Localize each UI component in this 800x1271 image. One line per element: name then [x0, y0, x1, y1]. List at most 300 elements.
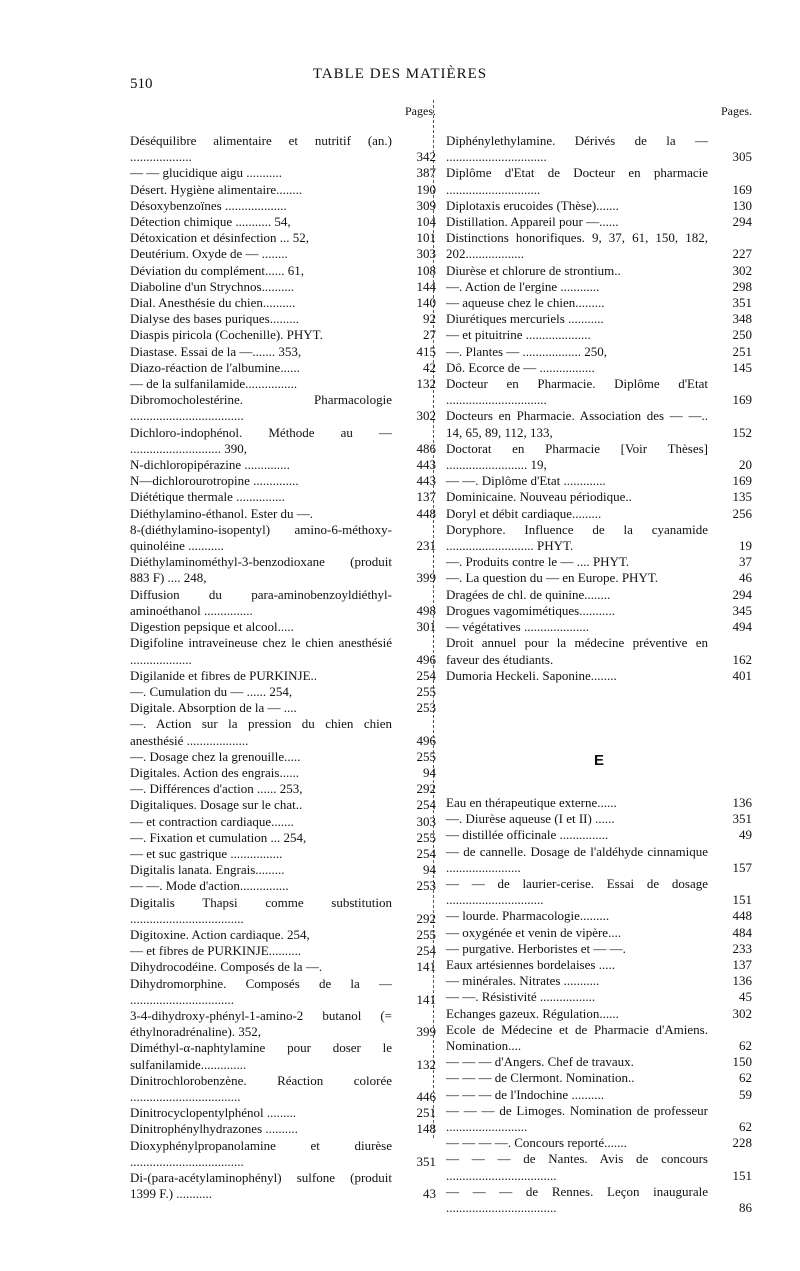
entry-text: — — — de Nantes. Avis de concours ..................................	[446, 1151, 708, 1183]
entry-pages: 104	[416, 214, 436, 230]
entry-text: Dihydromorphine. Composés de la — ................................	[130, 975, 392, 1007]
entry-text: — végétatives ....................	[446, 619, 589, 635]
index-entry	[446, 827, 752, 843]
entry-pages: 496	[416, 651, 436, 667]
index-entry	[446, 165, 752, 197]
entry-text: — de la sulfanilamide................	[130, 376, 298, 392]
index-entry	[130, 295, 436, 311]
entry-text: Dominicaine. Nouveau périodique..	[446, 489, 632, 505]
entry-text: —. Fixation et cumulation ... 254,	[130, 829, 307, 845]
entry-text: Diaboline d'un Strychnos..........	[130, 278, 295, 294]
index-entry	[130, 230, 436, 246]
entry-text: — et suc gastrique ................	[130, 845, 283, 861]
entry-text: — minérales. Nitrates ...........	[446, 973, 600, 989]
entry-text: Digitalis lanata. Engrais.........	[130, 862, 285, 878]
index-entry	[130, 976, 436, 1008]
index-entry	[446, 441, 752, 473]
index-entry	[446, 1054, 752, 1070]
index-entry	[130, 198, 436, 214]
index-entry	[446, 635, 752, 667]
entry-text: N—dichlorourotropine ..............	[130, 473, 299, 489]
entry-text: 8-(diéthylamino-isopentyl) amino-6-méthoxy-quinoléine ...........	[130, 521, 392, 554]
entry-text: Détection chimique ........... 54,	[130, 214, 291, 230]
index-entry	[130, 1040, 436, 1072]
entry-pages: 141	[416, 959, 436, 975]
index-entry	[130, 1105, 436, 1121]
index-entry	[130, 862, 436, 878]
entry-pages: 231	[416, 538, 436, 554]
entry-text: Dial. Anesthésie du chien..........	[130, 295, 296, 311]
entry-text: —. Dosage chez la grenouille.....	[130, 748, 301, 764]
entry-text: Dragées de chl. de quinine........	[446, 586, 611, 602]
index-entry	[446, 489, 752, 505]
entry-pages: 151	[732, 892, 752, 908]
entry-text: Dichloro-indophénol. Méthode au — ............................ 390,	[130, 424, 392, 456]
index-entry	[446, 1103, 752, 1135]
index-entry	[130, 522, 436, 554]
index-entry	[130, 506, 436, 522]
index-entry	[130, 668, 436, 684]
entry-pages: 255	[416, 926, 436, 942]
index-entry	[446, 1006, 752, 1022]
index-entry	[130, 797, 436, 813]
index-entry	[446, 908, 752, 924]
index-entry	[446, 570, 752, 586]
entry-text: Dumoria Heckeli. Saponine........	[446, 667, 617, 683]
entry-pages: 255	[416, 683, 436, 699]
entry-text: Doctorat en Pharmacie [Voir Thèses] ......................... 19,	[446, 440, 708, 473]
entry-text: —. Cumulation du — ...... 254,	[130, 683, 293, 699]
entry-pages: 292	[416, 910, 436, 926]
entry-pages: 387	[416, 165, 436, 181]
index-entry	[130, 425, 436, 457]
entry-pages: 151	[732, 1167, 752, 1183]
index-entry	[130, 263, 436, 279]
index-entry	[446, 603, 752, 619]
entry-pages: 399	[416, 1024, 436, 1040]
entry-pages: 141	[416, 991, 436, 1007]
entry-text: — distillée officinale ...............	[446, 827, 609, 843]
index-entry	[130, 781, 436, 797]
entry-text: —. Action de l'ergine ............	[446, 278, 600, 294]
index-entry	[446, 973, 752, 989]
entry-pages: 294	[732, 214, 752, 230]
entry-pages: 190	[416, 181, 436, 197]
entry-text: — — — de Limoges. Nomination de professeur .........................	[446, 1102, 708, 1134]
right-column	[446, 104, 752, 1216]
entry-text: —. Différences d'action ...... 253,	[130, 781, 303, 797]
entry-text: Dô. Ecorce de — .................	[446, 359, 595, 375]
index-entry	[446, 279, 752, 295]
entry-text: — — — de l'Indochine ..........	[446, 1086, 604, 1102]
entry-text: Digitalis Thapsi comme substitution ...................................	[130, 894, 392, 926]
entry-text: Désert. Hygiène alimentaire........	[130, 181, 303, 197]
entry-pages: 348	[732, 311, 752, 327]
entry-pages: 46	[739, 570, 752, 586]
index-entry	[446, 876, 752, 908]
index-entry	[446, 133, 752, 165]
section-letter: E	[593, 751, 604, 769]
index-entry	[446, 1070, 752, 1086]
index-entry	[130, 279, 436, 295]
index-entry	[446, 1184, 752, 1216]
entry-pages: 132	[416, 1056, 436, 1072]
entry-text: Digestion pepsique et alcool.....	[130, 619, 294, 635]
entry-text: Eaux artésiennes bordelaises .....	[446, 956, 615, 972]
entry-pages: 27	[423, 327, 436, 343]
entry-pages: 253	[416, 878, 436, 894]
entry-pages: 92	[423, 311, 436, 327]
entry-text: Dialyse des bases puriques.........	[130, 311, 299, 327]
entry-text: — —. Résistivité .................	[446, 989, 596, 1005]
index-entry	[130, 327, 436, 343]
entry-text: Dinitrochlorobenzène. Réaction colorée ..................................	[130, 1072, 392, 1104]
index-entry	[446, 1135, 752, 1151]
entry-text: Digitale. Absorption de la — ....	[130, 700, 297, 716]
entry-pages: 253	[416, 700, 436, 716]
index-entry	[446, 941, 752, 957]
entry-text: Diazo-réaction de l'albumine......	[130, 359, 300, 375]
index-entry	[130, 1008, 436, 1040]
entry-pages: 255	[416, 748, 436, 764]
entry-text: Déséquilibre alimentaire et nutritif (an.) ...................	[130, 133, 392, 165]
entry-text: Diplôme d'Etat de Docteur en pharmacie .............................	[446, 165, 708, 197]
entry-pages: 254	[416, 845, 436, 861]
entry-pages: 255	[416, 829, 436, 845]
index-entry	[130, 587, 436, 619]
entry-pages: 62	[739, 1037, 752, 1053]
entry-text: Diffusion du para-aminobenzoyldiéthyl-aminoéthanol ...............	[130, 586, 392, 618]
index-entry	[446, 522, 752, 554]
entry-pages: 62	[739, 1070, 752, 1086]
index-entry	[446, 587, 752, 603]
entry-pages: 309	[416, 197, 436, 213]
index-entry	[446, 844, 752, 876]
entry-pages: 169	[732, 392, 752, 408]
entry-pages: 448	[732, 908, 752, 924]
entry-text: —. Plantes — .................. 250,	[446, 343, 608, 359]
index-entry	[130, 749, 436, 765]
entry-text: Digitaliques. Dosage sur le chat..	[130, 797, 303, 813]
entry-pages: 494	[732, 619, 752, 635]
entry-pages: 294	[732, 586, 752, 602]
entry-pages: 132	[416, 376, 436, 392]
entry-pages: 303	[416, 813, 436, 829]
index-entry	[446, 360, 752, 376]
entry-text: Dinitrocyclopentylphénol .........	[130, 1105, 297, 1121]
index-entry	[130, 700, 436, 716]
index-entry	[446, 668, 752, 684]
entry-text: Digitales. Action des engrais......	[130, 764, 299, 780]
entry-text: Diurèse et chlorure de strontium..	[446, 262, 621, 278]
entry-pages: 298	[732, 278, 752, 294]
entry-text: — — — d'Angers. Chef de travaux.	[446, 1054, 634, 1070]
index-entry	[130, 473, 436, 489]
entry-text: — lourde. Pharmacologie.........	[446, 908, 610, 924]
index-entry	[130, 457, 436, 473]
entry-text: Diplotaxis erucoides (Thèse).......	[446, 197, 619, 213]
index-entry	[130, 943, 436, 959]
index-list	[446, 795, 752, 1216]
index-entry	[446, 376, 752, 408]
index-entry	[130, 182, 436, 198]
entry-pages: 302	[732, 1005, 752, 1021]
entry-text: Diéthylaminométhyl-3-benzodioxane (produit 883 F) .... 248,	[130, 554, 392, 586]
entry-pages: 443	[416, 473, 436, 489]
entry-pages: 342	[416, 149, 436, 165]
entry-pages: 227	[732, 246, 752, 262]
entry-pages: 137	[416, 489, 436, 505]
entry-text: Digitoxine. Action cardiaque. 254,	[130, 926, 310, 942]
entry-text: Echanges gazeux. Régulation......	[446, 1005, 619, 1021]
entry-pages: 302	[732, 262, 752, 278]
entry-pages: 169	[732, 181, 752, 197]
entry-text: Dinitrophénylhydrazones ..........	[130, 1121, 298, 1137]
entry-pages: 145	[732, 359, 752, 375]
entry-pages: 140	[416, 295, 436, 311]
index-entry	[130, 376, 436, 392]
index-entry	[130, 684, 436, 700]
entry-text: —. Action sur la pression du chien chien anesthésié ...................	[130, 716, 392, 748]
entry-pages: 303	[416, 246, 436, 262]
entry-text: — et pituitrine ....................	[446, 327, 591, 343]
entry-text: — — de laurier-cerise. Essai de dosage ..............................	[446, 875, 708, 908]
entry-text: —. Produits contre le — .... PHYT.	[446, 554, 630, 570]
entry-text: — —. Diplôme d'Etat .............	[446, 473, 606, 489]
entry-pages: 256	[732, 505, 752, 521]
entry-text: N-dichloropipérazine ..............	[130, 457, 290, 473]
entry-pages: 484	[732, 924, 752, 940]
entry-text: Diététique thermale ...............	[130, 489, 285, 505]
index-entry	[446, 957, 752, 973]
index-list	[446, 133, 752, 684]
index-entry	[130, 214, 436, 230]
entry-pages: 496	[416, 732, 436, 748]
pages-heading: Pages.	[721, 104, 752, 118]
index-entry	[446, 1022, 752, 1054]
entry-pages: 446	[416, 1088, 436, 1104]
entry-pages: 401	[732, 667, 752, 683]
entry-pages: 49	[739, 827, 752, 843]
entry-text: Ecole de Médecine et de Pharmacie d'Amiens. Nomination....	[446, 1021, 708, 1053]
entry-text: — et contraction cardiaque.......	[130, 813, 294, 829]
entry-text: Di-(para-acétylaminophényl) sulfone (produit 1399 F.) ...........	[130, 1170, 392, 1202]
entry-text: — — glucidique aigu ...........	[130, 165, 283, 181]
entry-pages: 94	[423, 862, 436, 878]
index-entry	[130, 1138, 436, 1170]
index-entry	[446, 619, 752, 635]
entry-pages: 162	[732, 651, 752, 667]
index-entry	[446, 1087, 752, 1103]
entry-text: Distillation. Appareil pour —......	[446, 214, 619, 230]
entry-text: — — — de Clermont. Nomination..	[446, 1070, 635, 1086]
entry-pages: 302	[416, 408, 436, 424]
entry-pages: 251	[732, 343, 752, 359]
entry-pages: 486	[416, 440, 436, 456]
left-column	[130, 104, 436, 1202]
entry-pages: 169	[732, 473, 752, 489]
entry-text: Diaspis piricola (Cochenille). PHYT.	[130, 327, 323, 343]
entry-pages: 136	[732, 973, 752, 989]
entry-pages: 19	[739, 538, 752, 554]
index-entry	[130, 846, 436, 862]
entry-pages: 130	[732, 197, 752, 213]
index-entry	[446, 295, 752, 311]
entry-pages: 108	[416, 262, 436, 278]
index-entry	[446, 795, 752, 811]
entry-pages: 42	[423, 359, 436, 375]
entry-text: Dioxyphénylpropanolamine et diurèse ...................................	[130, 1137, 392, 1169]
entry-text: Diéthylamino-éthanol. Ester du —.	[130, 505, 314, 521]
pages-heading: Pages.	[405, 104, 436, 118]
entry-text: Droit annuel pour la médecine préventive en faveur des étudiants.	[446, 635, 708, 667]
index-entry	[446, 408, 752, 440]
index-list	[130, 133, 436, 1202]
entry-pages: 351	[732, 295, 752, 311]
entry-text: Deutérium. Oxyde de — ........	[130, 246, 288, 262]
index-entry	[446, 554, 752, 570]
entry-pages: 443	[416, 457, 436, 473]
entry-text: — — — —. Concours reporté.......	[446, 1135, 627, 1151]
index-entry	[130, 392, 436, 424]
entry-text: Déviation du complément...... 61,	[130, 262, 305, 278]
entry-text: Dibromocholestérine. Pharmacologie ...................................	[130, 392, 392, 424]
entry-text: Doryl et débit cardiaque.........	[446, 505, 602, 521]
entry-pages: 148	[416, 1121, 436, 1137]
page-title: TABLE DES MATIÈRES	[312, 66, 488, 82]
index-entry	[130, 814, 436, 830]
entry-text: Détoxication et désinfection ... 52,	[130, 230, 310, 246]
index-entry	[130, 360, 436, 376]
entry-text: Eau en thérapeutique externe......	[446, 794, 617, 810]
index-entry	[446, 925, 752, 941]
entry-text: Diurétiques mercuriels ...........	[446, 311, 604, 327]
index-entry	[446, 214, 752, 230]
entry-pages: 254	[416, 943, 436, 959]
entry-text: Docteurs en Pharmacie. Association des — —.. 14, 65, 89, 112, 133,	[446, 408, 708, 440]
index-entry	[130, 895, 436, 927]
index-entry	[130, 1073, 436, 1105]
entry-pages: 351	[732, 811, 752, 827]
entry-text: Docteur en Pharmacie. Diplôme d'Etat ...............................	[446, 376, 708, 408]
index-entry	[446, 311, 752, 327]
entry-text: Doryphore. Influence de la cyanamide ........................... PHYT.	[446, 521, 708, 554]
entry-pages: 292	[416, 781, 436, 797]
entry-text: Diphénylethylamine. Dérivés de la — ...............................	[446, 133, 708, 165]
entry-pages: 250	[732, 327, 752, 343]
entry-text: 3-4-dihydroxy-phényl-1-amino-2 butanol (= éthylnoradrénaline). 352,	[130, 1007, 392, 1040]
index-entry	[446, 811, 752, 827]
entry-text: — — — de Rennes. Leçon inaugurale ..................................	[446, 1183, 708, 1215]
index-entry	[130, 133, 436, 165]
index-entry	[130, 878, 436, 894]
index-entry	[446, 198, 752, 214]
index-entry	[130, 489, 436, 505]
entry-text: Dihydrocodéine. Composés de la —.	[130, 959, 323, 975]
entry-pages: 301	[416, 619, 436, 635]
entry-pages: 101	[416, 230, 436, 246]
entry-pages: 254	[416, 667, 436, 683]
index-entry	[130, 619, 436, 635]
entry-pages: 59	[739, 1086, 752, 1102]
index-entry	[130, 1121, 436, 1137]
entry-pages: 399	[416, 570, 436, 586]
entry-text: Diméthyl-α-naphtylamine pour doser le sulfanilamide..............	[130, 1040, 392, 1072]
index-entry	[446, 473, 752, 489]
entry-text: Drogues vagomimétiques...........	[446, 602, 615, 618]
entry-pages: 254	[416, 797, 436, 813]
entry-pages: 228	[732, 1135, 752, 1151]
entry-pages: 415	[416, 343, 436, 359]
entry-pages: 94	[423, 764, 436, 780]
entry-pages: 150	[732, 1054, 752, 1070]
index-entry	[446, 989, 752, 1005]
entry-text: — aqueuse chez le chien.........	[446, 295, 605, 311]
index-entry	[130, 959, 436, 975]
entry-text: Diastase. Essai de la —....... 353,	[130, 343, 302, 359]
entry-pages: 498	[416, 602, 436, 618]
entry-text: Distinctions honorifiques. 9, 37, 61, 150, 182, 202..................	[446, 230, 708, 262]
entry-pages: 251	[416, 1105, 436, 1121]
index-entry	[130, 716, 436, 748]
entry-pages: 136	[732, 794, 752, 810]
entry-pages: 135	[732, 489, 752, 505]
index-entry	[446, 506, 752, 522]
index-entry	[130, 311, 436, 327]
entry-pages: 144	[416, 278, 436, 294]
entry-pages: 137	[732, 956, 752, 972]
entry-pages: 233	[732, 940, 752, 956]
index-entry	[130, 927, 436, 943]
index-entry	[446, 344, 752, 360]
entry-pages: 305	[732, 149, 752, 165]
entry-pages: 20	[739, 457, 752, 473]
entry-text: — purgative. Herboristes et — —.	[446, 940, 626, 956]
entry-pages: 43	[423, 1186, 436, 1202]
index-entry	[130, 554, 436, 586]
page-number: 510	[130, 76, 153, 92]
index-entry	[446, 230, 752, 262]
entry-pages: 448	[416, 505, 436, 521]
entry-text: — —. Mode d'action...............	[130, 878, 289, 894]
entry-pages: 351	[416, 1153, 436, 1169]
entry-text: — de cannelle. Dosage de l'aldéhyde cinnamique .......................	[446, 843, 708, 875]
entry-text: Désoxybenzoïnes ...................	[130, 197, 287, 213]
index-entry	[130, 635, 436, 667]
entry-pages: 86	[739, 1199, 752, 1215]
entry-pages: 62	[739, 1118, 752, 1134]
entry-pages: 45	[739, 989, 752, 1005]
entry-pages: 157	[732, 859, 752, 875]
entry-pages: 37	[739, 554, 752, 570]
index-entry	[130, 830, 436, 846]
index-entry	[446, 263, 752, 279]
index-entry	[130, 246, 436, 262]
entry-text: Digifoline intraveineuse chez le chien anesthésié ...................	[130, 635, 392, 667]
entry-text: —. Diurèse aqueuse (I et II) ......	[446, 811, 615, 827]
index-entry	[446, 1151, 752, 1183]
index-entry	[130, 1170, 436, 1202]
entry-text: Digilanide et fibres de PURKINJE..	[130, 667, 318, 683]
entry-text: —. La question du — en Europe. PHYT.	[446, 570, 659, 586]
index-entry	[446, 327, 752, 343]
entry-text: — oxygénée et venin de vipère....	[446, 924, 622, 940]
index-entry	[130, 765, 436, 781]
index-entry	[130, 344, 436, 360]
index-entry	[130, 165, 436, 181]
entry-text: — et fibres de PURKINJE..........	[130, 943, 302, 959]
entry-pages: 152	[732, 424, 752, 440]
